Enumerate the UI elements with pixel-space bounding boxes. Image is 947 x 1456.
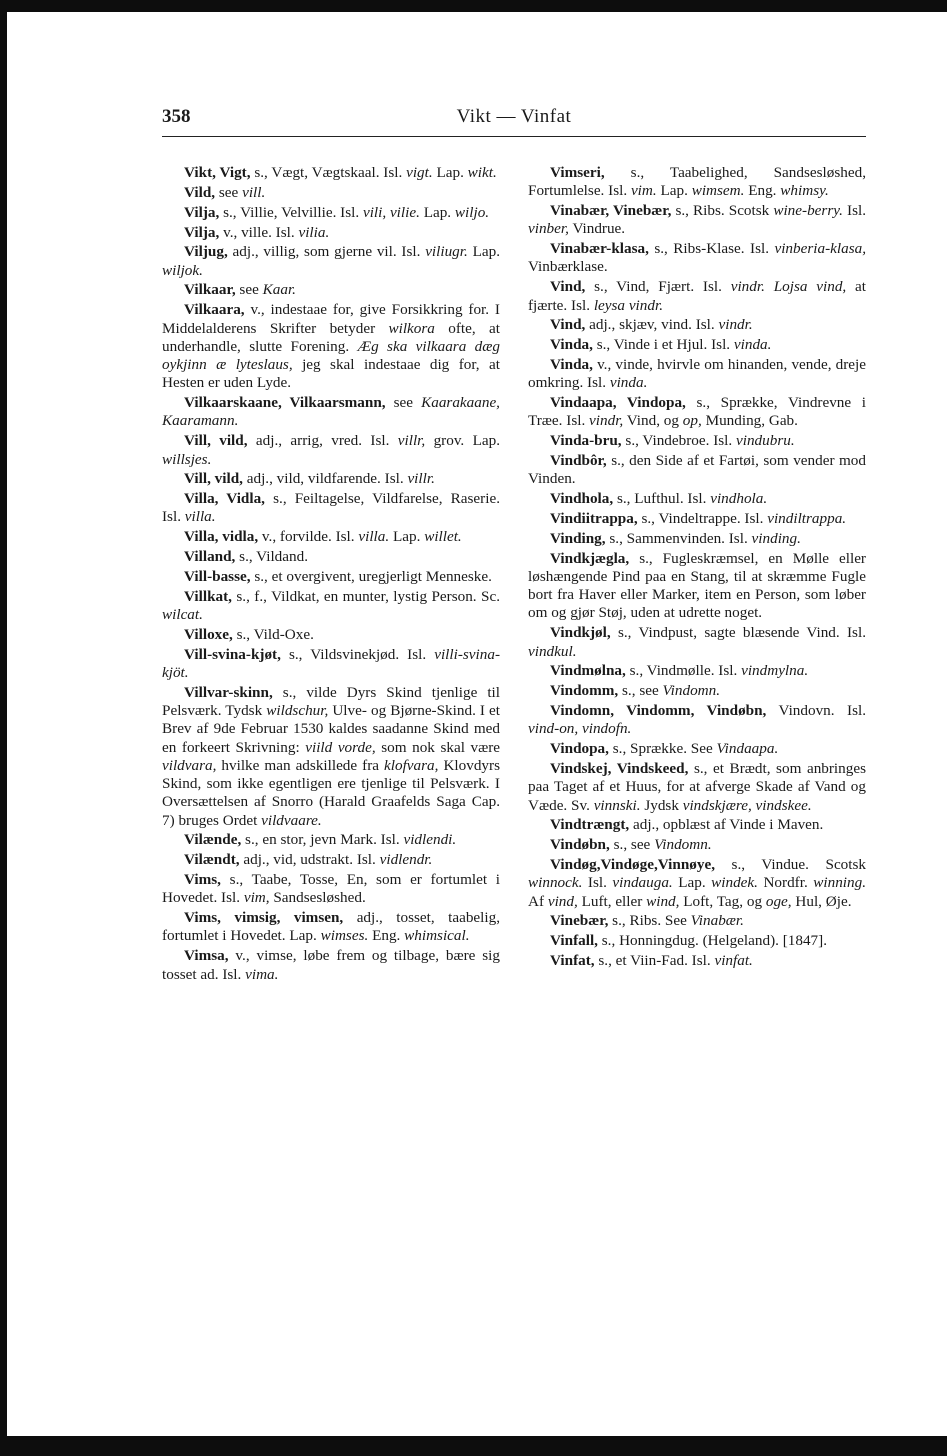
dictionary-entry	[528, 278, 866, 315]
italic-term: vilia.	[298, 223, 330, 241]
entry-text: grov. Lap.	[425, 432, 501, 450]
entry-text: Isl.	[582, 874, 613, 892]
headword: Vindbôr,	[550, 452, 607, 470]
italic-term: winnock.	[528, 874, 583, 892]
italic-term: Lojsa vind,	[773, 278, 847, 296]
dictionary-entry	[528, 740, 866, 758]
headword: Vinebær,	[550, 912, 609, 930]
italic-term: Kaar.	[262, 281, 296, 299]
headword: Viljug,	[184, 243, 228, 261]
entry-text: adj., vild, vildfarende. Isl.	[242, 470, 408, 488]
entry-text: s., Vindmølle. Isl.	[625, 662, 742, 680]
dictionary-entry	[528, 912, 866, 930]
entry-text: s., Villie, Velvillie. Isl.	[219, 203, 363, 221]
italic-term: vindauga.	[612, 874, 673, 892]
dictionary-entry	[162, 204, 500, 222]
italic-term: Æg ska vilkaara dæg oykjinn æ lyteslaus,	[162, 337, 500, 374]
italic-term: villr.	[407, 470, 435, 488]
dictionary-entry	[162, 568, 500, 586]
italic-term: vindskjære, vindskee.	[682, 796, 812, 814]
dictionary-entry	[528, 316, 866, 334]
entry-text: Af	[528, 892, 548, 910]
entry-text: Lap.	[656, 182, 692, 200]
entry-text: s., et Viin-Fad. Isl.	[594, 952, 715, 970]
entry-text: s., Lufthul. Isl.	[613, 490, 711, 508]
headword: Vindomn, Vindomm, Vindøbn,	[550, 702, 767, 720]
entry-text: s., Vindeltrappe. Isl.	[637, 510, 768, 528]
headword: Vinda,	[550, 336, 593, 354]
entry-text: adj., skjæv, vind. Isl.	[585, 316, 719, 334]
headword: Vind,	[550, 278, 586, 296]
entry-text: Ulve- og Bjørne-Skind. I et Brev af 9de Februar 1530 kaldes saadanne Skind med en forkeert Skrivning:	[162, 702, 500, 756]
entry-text: Vind, og	[623, 412, 683, 430]
entry-text: s., Vind, Fjært. Isl.	[585, 278, 731, 296]
italic-term: viild vorde,	[305, 738, 376, 756]
italic-term: vinding.	[751, 529, 801, 547]
entry-text: s., Fugleskræmsel, en Mølle eller løshængende Pind paa en Stang, til at skræmme Fugle bort fra Haver eller Marker, item en Person, som løber om og gjør Støj, uden at udrette noget.	[528, 549, 866, 622]
dictionary-entry	[528, 530, 866, 548]
entry-text: see	[215, 183, 243, 201]
italic-term: wiljo.	[454, 203, 490, 221]
italic-term: Kaarakaane, Kaaramann.	[162, 394, 500, 430]
entry-text: s., see	[609, 836, 655, 854]
dictionary-entry	[528, 432, 866, 450]
entry-text: s., Honningdug. (Helgeland). [1847].	[597, 932, 828, 950]
entry-text: s., Taabe, Tosse, En, som er fortumlet i Hovedet. Isl.	[162, 871, 500, 907]
page-number: 358	[162, 106, 191, 127]
entry-text: Vinbærklase.	[528, 258, 608, 276]
headword: Vindøbn,	[550, 836, 610, 854]
entry-text: s., Sprække. See	[608, 740, 717, 758]
headword: Vilja,	[184, 223, 220, 241]
entry-text: adj., opblæst af Vinde i Maven.	[629, 816, 824, 834]
entry-text: jeg skal indestaae dig for, at Hesten er uden Lyde.	[162, 356, 500, 392]
italic-term: vinda.	[733, 336, 772, 354]
italic-term: vindubru.	[736, 432, 795, 450]
dictionary-entry	[162, 851, 500, 869]
entry-text: v., vinde, hvirvle om hinanden, vende, dreje omkring. Isl.	[528, 356, 866, 392]
italic-term: vill.	[242, 183, 266, 201]
dictionary-entry	[528, 550, 866, 623]
entry-text: Vindovn. Isl.	[766, 702, 866, 720]
headword: Vill-svina-kjøt,	[184, 645, 281, 663]
entry-text: adj., villig, som gjerne vil. Isl.	[227, 243, 426, 261]
entry-text: Eng.	[744, 182, 781, 200]
italic-term: leysa vindr.	[593, 296, 663, 314]
italic-term: wikt.	[467, 164, 497, 181]
entry-text: s., Vinde i et Hjul. Isl.	[592, 336, 734, 354]
entry-text: Hul, Øje.	[791, 892, 852, 910]
headword: Vims,	[184, 871, 221, 889]
entry-text: see	[385, 394, 422, 412]
headword: Vill, vild,	[184, 432, 248, 450]
dictionary-entry	[162, 394, 500, 431]
dictionary-entry	[528, 836, 866, 854]
entry-text: s., Ribs-Klase. Isl.	[648, 240, 775, 258]
italic-term: op,	[682, 412, 702, 430]
entry-text: ofte, at underhandle, slutte Forening.	[162, 319, 500, 355]
headword: Vindopa,	[550, 740, 609, 758]
headword: Vindaapa, Vindopa,	[550, 394, 686, 412]
headword: Vill-basse,	[184, 567, 251, 585]
dictionary-entry	[528, 452, 866, 489]
dictionary-entry	[528, 394, 866, 431]
dictionary-entry	[528, 682, 866, 700]
headword: Villand,	[184, 548, 236, 566]
italic-term: wiljok.	[162, 261, 203, 279]
headword: Villkat,	[184, 587, 232, 605]
entry-text: s., Vindebroe. Isl.	[621, 432, 736, 450]
headword: Vilkaar,	[184, 281, 236, 299]
dictionary-entry	[528, 760, 866, 815]
dictionary-entry	[528, 952, 866, 970]
entry-text: s., f., Vildkat, en munter, lystig Person. Sc.	[231, 587, 500, 605]
entry-text: Munding, Gab.	[701, 412, 798, 430]
italic-term: willet.	[424, 528, 462, 546]
dictionary-entry	[528, 702, 866, 739]
entry-text: Loft, Tag, og	[679, 892, 766, 910]
entry-text: see	[235, 281, 263, 299]
dictionary-entry	[162, 831, 500, 849]
headword: Vindskej, Vindskeed,	[550, 760, 689, 778]
entry-text: s., Ribs. See	[608, 912, 691, 930]
page-header	[162, 104, 866, 134]
entry-text: s., Vildand.	[235, 548, 308, 566]
dictionary-entry	[162, 243, 500, 280]
italic-term: wind,	[646, 892, 680, 910]
headword: Vimseri,	[550, 164, 605, 181]
left-column	[162, 164, 500, 985]
headword: Vinda,	[550, 356, 593, 374]
entry-text: s., Feiltagelse, Vildfarelse, Raserie. Isl.	[162, 490, 500, 526]
italic-term: vindiltrappa.	[767, 510, 847, 528]
dictionary-entry	[162, 184, 500, 202]
entry-text: Lap.	[432, 164, 468, 181]
italic-term: villa.	[358, 528, 390, 546]
italic-term: vindkul.	[528, 642, 577, 660]
italic-term: wimsem.	[691, 182, 745, 200]
right-column	[528, 164, 866, 972]
dictionary-entry	[162, 947, 500, 984]
italic-term: wilkora	[388, 319, 435, 337]
entry-text: s., et Brædt, som anbringes paa Taget af et Huus, for at afverge Skade af Vand og Væde. Sv.	[528, 760, 866, 814]
dictionary-entry	[528, 240, 866, 277]
headword: Villoxe,	[184, 625, 233, 643]
headword: Vinabær-klasa,	[550, 240, 649, 258]
headword: Villa, vidla,	[184, 528, 259, 546]
headword: Vinfall,	[550, 932, 598, 950]
italic-term: vidlendi.	[403, 831, 457, 849]
italic-term: klofvara,	[384, 756, 439, 774]
entry-text: Lap.	[389, 528, 425, 546]
italic-term: wilcat.	[162, 606, 203, 624]
italic-term: viliugr.	[425, 243, 468, 261]
italic-term: Vindaapa.	[716, 740, 779, 758]
entry-text: s., Vindpust, sagte blæsende Vind. Isl.	[610, 624, 866, 642]
headword: Vill, vild,	[184, 470, 243, 488]
headword: Vinfat,	[550, 952, 595, 970]
entry-text: s., Ribs. Scotsk	[671, 202, 774, 220]
headword: Vindmølna,	[550, 662, 626, 680]
headword: Vindhola,	[550, 490, 614, 508]
headword: Vikt, Vigt,	[184, 164, 251, 181]
entry-text: Jydsk	[640, 796, 683, 814]
dictionary-entry	[528, 336, 866, 354]
dictionary-entry	[528, 662, 866, 680]
dictionary-entry	[162, 432, 500, 469]
italic-term: willsjes.	[162, 450, 212, 468]
entry-text: Lap.	[419, 203, 455, 221]
dictionary-entry	[162, 646, 500, 683]
headword: Vinda-bru,	[550, 432, 622, 450]
headword: Villa, Vidla,	[184, 490, 265, 508]
headword: Vims, vimsig, vimsen,	[184, 909, 344, 927]
italic-term: whimsical.	[404, 927, 470, 945]
headword: Vilja,	[184, 203, 220, 221]
entry-text: Eng.	[368, 927, 405, 945]
headword: Vilkaara,	[184, 301, 245, 319]
italic-term: vinda.	[609, 374, 648, 392]
dictionary-entry	[528, 624, 866, 661]
headword: Vindtrængt,	[550, 816, 630, 834]
entry-text: hvilke man adskillede fra	[216, 756, 385, 774]
italic-term: vili, vilie.	[362, 203, 420, 221]
italic-term: vidlendr.	[379, 851, 433, 869]
italic-term: vindr.	[718, 316, 753, 334]
entry-text: som nok skal være	[375, 738, 501, 756]
italic-term: vigt.	[406, 164, 433, 181]
headword: Vimsa,	[184, 947, 229, 965]
italic-term: vindr.	[730, 278, 765, 296]
italic-term: vinber,	[528, 220, 569, 238]
italic-term: whimsy.	[780, 182, 829, 200]
italic-term: Vindomn.	[662, 682, 721, 700]
entry-text: at fjærte. Isl.	[528, 278, 867, 314]
dictionary-entry	[162, 626, 500, 644]
entry-text: s., Sprække, Vindrevne i Træe. Isl.	[528, 394, 867, 430]
entry-text: s., Vindue. Scotsk	[715, 856, 866, 874]
headword: Vilænde,	[184, 831, 242, 849]
headword: Villvar-skinn,	[184, 683, 273, 701]
italic-term: villa.	[184, 508, 216, 526]
entry-text	[765, 278, 774, 295]
dictionary-entry	[162, 528, 500, 546]
entry-text: v., vimse, løbe frem og tilbage, bære sig tosset ad. Isl.	[162, 947, 500, 983]
headword: Vindomm,	[550, 682, 619, 700]
italic-term: vildvaare.	[261, 811, 322, 829]
entry-text: s., Taabelighed, Sandsesløshed, Fortumlelse. Isl.	[528, 164, 866, 200]
entry-text: s., Vild-Oxe.	[232, 625, 314, 643]
dictionary-entry	[162, 871, 500, 908]
dictionary-entry	[162, 301, 500, 392]
italic-term: Vinabær.	[690, 912, 744, 930]
dictionary-entry	[528, 356, 866, 393]
entry-text: s., vilde Dyrs Skind tjenlige til Pelsværk. Tydsk	[162, 683, 500, 720]
scan-edge-top	[0, 0, 947, 12]
dictionary-entry	[162, 548, 500, 566]
italic-term: Vindomn.	[654, 836, 712, 854]
italic-term: vinberia-klasa,	[774, 240, 866, 258]
entry-text: s., et overgivent, uregjerligt Menneske.	[250, 567, 492, 585]
italic-term: wildschur,	[266, 702, 329, 720]
headword: Vindiitrappa,	[550, 510, 638, 528]
scan-edge-bottom	[0, 1436, 947, 1456]
italic-term: vind-on, vindofn.	[528, 720, 632, 738]
headword: Vilkaarskaane, Vilkaarsmann,	[184, 394, 386, 412]
headword: Vindkjøl,	[550, 624, 611, 642]
entry-text: Luft, eller	[577, 892, 647, 910]
dictionary-entry	[528, 164, 866, 201]
entry-text: s., Vildsvinekjød. Isl.	[280, 645, 435, 663]
dictionary-entry	[528, 856, 866, 911]
dictionary-entry	[162, 281, 500, 299]
italic-term: vind,	[547, 892, 578, 910]
entry-text: Vindrue.	[568, 220, 626, 238]
dictionary-entry	[528, 490, 866, 508]
italic-term: vildvara,	[162, 756, 217, 774]
italic-term: vinfat.	[714, 952, 753, 970]
italic-term: vima.	[245, 965, 279, 983]
headword: Vild,	[184, 183, 216, 201]
entry-text: Isl.	[842, 202, 866, 220]
italic-term: villr,	[397, 432, 426, 450]
italic-term: vindr,	[589, 412, 624, 430]
dictionary-entry	[162, 588, 500, 625]
italic-term: vinnski.	[593, 796, 641, 814]
entry-text: Lap.	[672, 874, 712, 892]
dictionary-entry	[162, 164, 500, 182]
dictionary-entry	[528, 816, 866, 834]
italic-term: villi-svina-kjöt.	[162, 645, 500, 681]
italic-term: wine-berry.	[773, 202, 843, 220]
dictionary-entry	[528, 510, 866, 528]
italic-term: vim,	[243, 889, 270, 907]
headword: Vindøg,Vindøge,Vinnøye,	[550, 856, 715, 874]
entry-text: adj., tosset, taabelig, fortumlet i Hovedet. Lap.	[162, 909, 500, 945]
header-rule	[162, 136, 866, 137]
italic-term: oge,	[765, 892, 792, 910]
dictionary-entry	[528, 202, 866, 239]
entry-text: v., forvilde. Isl.	[258, 528, 359, 546]
dictionary-entry	[162, 470, 500, 488]
headword: Vind,	[550, 316, 586, 334]
entry-text: v., indestaae for, give Forsikkring for. I Middelalderens Skrifter betyder	[162, 301, 500, 337]
headword: Vilændt,	[184, 851, 240, 869]
entry-text: s., Vægt, Vægtskaal. Isl.	[250, 164, 407, 181]
entry-text: Klovdyrs Skind, som ikke egentligen ere tjenlige til Pelsværk. I Oversættelsen af Snorro (Harald Graafelds Saga Cap. 7) bruges Ordet	[162, 756, 500, 829]
dictionary-entry	[162, 224, 500, 242]
italic-term: vindhola.	[710, 490, 768, 508]
running-head: Vikt — Vinfat	[456, 106, 572, 127]
dictionary-entry	[162, 684, 500, 830]
entry-text: s., see	[618, 682, 663, 700]
entry-text: adj., vid, udstrakt. Isl.	[239, 851, 380, 869]
entry-text: s., en stor, jevn Mark. Isl.	[241, 831, 404, 849]
italic-term: vim.	[630, 182, 657, 200]
dictionary-entry	[528, 932, 866, 950]
headword: Vindkjægla,	[550, 549, 630, 567]
dictionary-entry	[162, 490, 500, 527]
entry-text: v., ville. Isl.	[219, 223, 299, 241]
italic-term: vindmylna.	[741, 662, 809, 680]
entry-text: s., den Side af et Fartøi, som vender mod Vinden.	[528, 452, 866, 488]
entry-text: Nordfr.	[757, 874, 814, 892]
dictionary-entry	[162, 909, 500, 946]
italic-term: winning.	[813, 874, 866, 892]
entry-text: Sandsesløshed.	[269, 889, 366, 907]
headword: Vinabær, Vinebær,	[550, 202, 672, 220]
entry-text: adj., arrig, vred. Isl.	[247, 432, 398, 450]
entry-text: Lap.	[467, 243, 500, 261]
entry-text: s., Sammenvinden. Isl.	[605, 529, 752, 547]
italic-term: wimses.	[320, 927, 369, 945]
headword: Vinding,	[550, 529, 606, 547]
scan-edge-left	[0, 0, 7, 1456]
italic-term: windek.	[711, 874, 758, 892]
